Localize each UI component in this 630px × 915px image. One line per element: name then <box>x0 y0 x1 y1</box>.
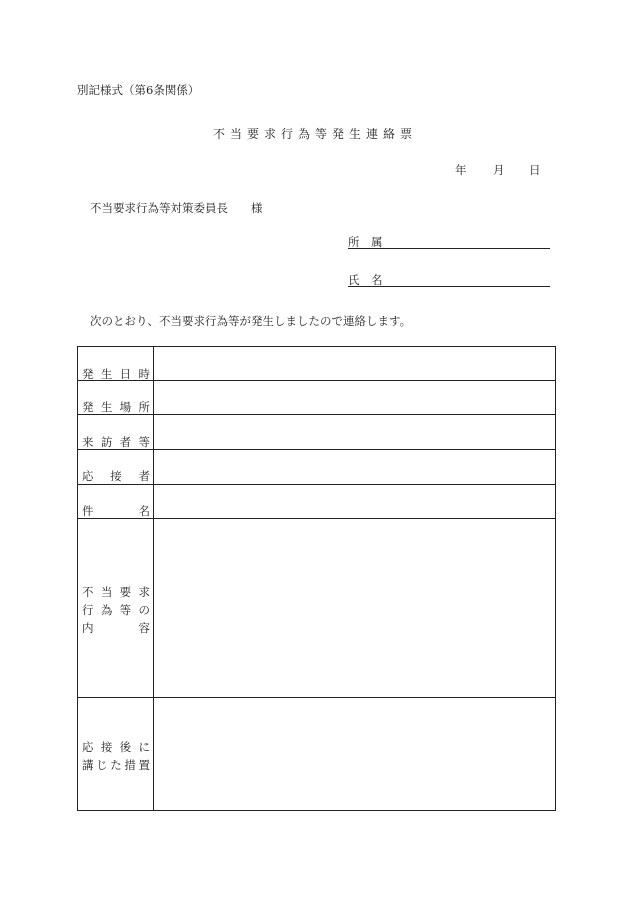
label-char: 者 <box>138 469 150 483</box>
row-label-location <box>82 399 150 415</box>
label-char: に <box>138 740 150 754</box>
content-label-line <box>82 584 150 600</box>
label-char: 応 <box>82 740 94 754</box>
label-char: 来 <box>82 435 94 449</box>
affiliation-label: 所 属 <box>348 235 383 249</box>
label-char: 求 <box>138 585 150 599</box>
label-char: 行 <box>82 603 94 617</box>
row-label-measures <box>82 739 150 773</box>
content-label-line <box>82 602 150 618</box>
label-char: 名 <box>138 504 150 518</box>
intro-text: 次のとおり、不当要求行為等が発生しましたので連絡します。 <box>90 314 412 328</box>
label-char: 要 <box>119 585 132 599</box>
row-divider <box>78 697 555 698</box>
row-label-content <box>82 584 150 636</box>
content-label-line <box>82 620 150 636</box>
row-label-subject <box>82 503 150 519</box>
addressee: 不当要求行為等対策委員長 様 <box>90 201 263 215</box>
label-char: 内 <box>82 621 94 635</box>
label-char: じ <box>96 758 108 772</box>
label-char: 当 <box>100 585 113 599</box>
label-char: 日 <box>119 367 132 381</box>
label-char: 生 <box>100 367 113 381</box>
label-char: 接 <box>100 740 113 754</box>
row-divider <box>78 484 555 485</box>
label-char: 不 <box>82 585 94 599</box>
name-label: 氏 名 <box>348 273 383 287</box>
label-char: 応 <box>82 469 94 483</box>
label-char: 場 <box>119 400 132 414</box>
label-char: 時 <box>138 367 150 381</box>
label-char: 容 <box>138 621 150 635</box>
label-char: 発 <box>82 367 94 381</box>
label-char: 為 <box>100 603 113 617</box>
row-label-datetime <box>82 366 150 382</box>
row-label-responder <box>82 468 150 484</box>
name-field[interactable] <box>348 286 550 287</box>
document-title: 不当要求行為等発生連絡票 <box>212 127 417 141</box>
date-day-label: 日 <box>529 163 541 177</box>
label-char: 等 <box>138 435 150 449</box>
measures-label-line <box>82 757 150 773</box>
row-label-visitor <box>82 434 150 450</box>
label-char: 所 <box>138 400 150 414</box>
label-char: 講 <box>82 758 94 772</box>
label-char: 後 <box>119 740 132 754</box>
date-month-label: 月 <box>493 163 505 177</box>
label-char: 件 <box>82 504 94 518</box>
label-char: 置 <box>138 758 150 772</box>
date-year-label: 年 <box>455 163 467 177</box>
label-char: 者 <box>119 435 132 449</box>
label-char: た <box>110 758 122 772</box>
label-char: 接 <box>110 469 122 483</box>
form-number-label: 別記様式（第6条関係） <box>77 83 200 97</box>
label-char: 訪 <box>100 435 113 449</box>
report-table <box>77 346 556 811</box>
label-column-divider <box>153 347 154 810</box>
measures-label-line <box>82 739 150 755</box>
label-char: 措 <box>124 758 136 772</box>
label-char: の <box>138 603 150 617</box>
label-char: 発 <box>82 400 94 414</box>
affiliation-field[interactable] <box>348 248 550 249</box>
label-char: 等 <box>119 603 132 617</box>
label-char: 生 <box>100 400 113 414</box>
